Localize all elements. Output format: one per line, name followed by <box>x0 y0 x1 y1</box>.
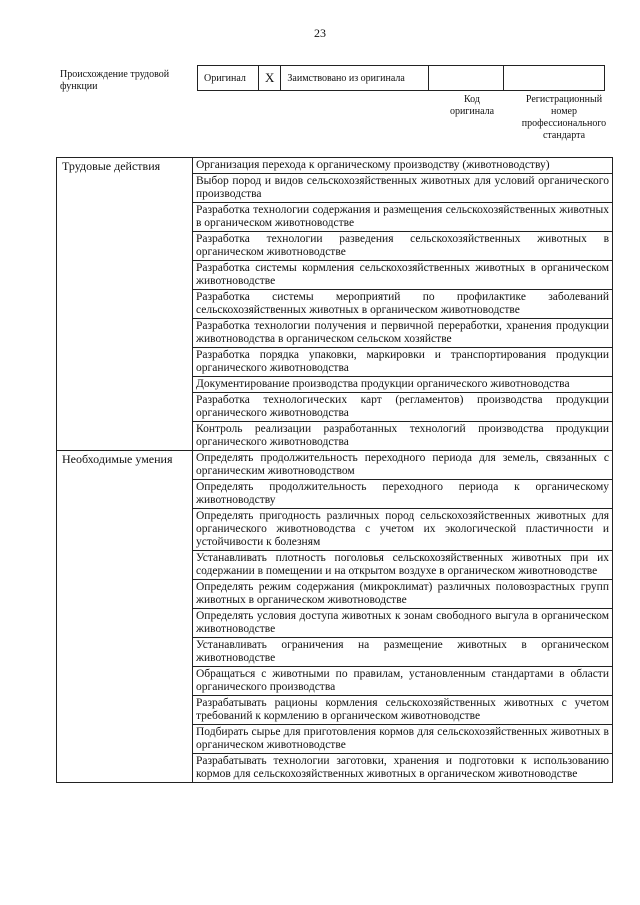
table-cell: Документирование производства продукции органического животноводства <box>193 377 613 393</box>
table-cell: Устанавливать плотность поголовья сельскохозяйственных животных при их содержании в помещении и на открытом воздухе в органическом животноводстве <box>193 551 613 580</box>
original-cell: Оригинал <box>198 66 259 91</box>
section-title-skills: Необходимые умения <box>57 451 193 783</box>
table-cell: Подбирать сырье для приготовления кормов для сельскохозяйственных животных в органическом животноводстве <box>193 725 613 754</box>
table-cell: Обращаться с животными по правилам, установленным стандартами в области органического производства <box>193 667 613 696</box>
function-table <box>56 157 613 783</box>
table-cell: Определять пригодность различных пород сельскохозяйственных животных для органического животноводства с учетом их экологической пластичности и устойчивости к болезням <box>193 509 613 551</box>
table-cell: Контроль реализации разработанных технологий производства продукции органического животноводства <box>193 422 613 451</box>
origin-table <box>197 65 605 91</box>
code-original-caption: Код оригинала <box>449 94 495 117</box>
page-number: 23 <box>314 26 326 40</box>
original-mark: X <box>259 66 281 91</box>
table-row <box>57 158 613 174</box>
table-cell: Организация перехода к органическому производству (животноводству) <box>193 158 613 174</box>
table-cell: Разработка технологии разведения сельскохозяйственных животных в органическом животноводстве <box>193 232 613 261</box>
table-cell: Разработка порядка упаковки, маркировки и транспортирования продукции органического животноводства <box>193 348 613 377</box>
table-cell: Определять условия доступа животных к зонам свободного выгула в органическом животноводстве <box>193 609 613 638</box>
table-row <box>57 451 613 480</box>
borrowed-cell: Заимствовано из оригинала <box>281 66 429 91</box>
table-cell: Разработка технологии содержания и размещения сельскохозяйственных животных в органическом животноводстве <box>193 203 613 232</box>
table-cell: Определять режим содержания (микроклимат) различных половозрастных групп животных в органическом животноводстве <box>193 580 613 609</box>
origin-label: Происхождение трудовой функции <box>60 69 170 92</box>
table-cell: Разрабатывать рационы кормления сельскохозяйственных животных с учетом требований к кормлению в органическом животноводстве <box>193 696 613 725</box>
table-cell: Разработка системы мероприятий по профилактике заболеваний сельскохозяйственных животных в органическом животноводстве <box>193 290 613 319</box>
code-original-cell <box>429 66 504 91</box>
table-cell: Устанавливать ограничения на размещение животных в органическом животноводстве <box>193 638 613 667</box>
table-cell: Разработка системы кормления сельскохозяйственных животных в органическом животноводстве <box>193 261 613 290</box>
reg-number-cell <box>504 66 605 91</box>
section-title-actions: Трудовые действия <box>57 158 193 451</box>
table-cell: Выбор пород и видов сельскохозяйственных животных для условий органического производства <box>193 174 613 203</box>
reg-number-caption: Регистрационный номер профессионального стандарта <box>521 94 607 141</box>
table-cell: Определять продолжительность переходного периода к органическому животноводству <box>193 480 613 509</box>
table-cell: Разработка технологических карт (регламентов) производства продукции органического животноводства <box>193 393 613 422</box>
table-cell: Определять продолжительность переходного периода для земель, связанных с органическим животноводством <box>193 451 613 480</box>
table-cell: Разработка технологии получения и первичной переработки, хранения продукции животноводства в органическом сельском хозяйстве <box>193 319 613 348</box>
table-cell: Разрабатывать технологии заготовки, хранения и подготовки к использованию кормов для сельскохозяйственных животных в органическом животноводстве <box>193 754 613 783</box>
